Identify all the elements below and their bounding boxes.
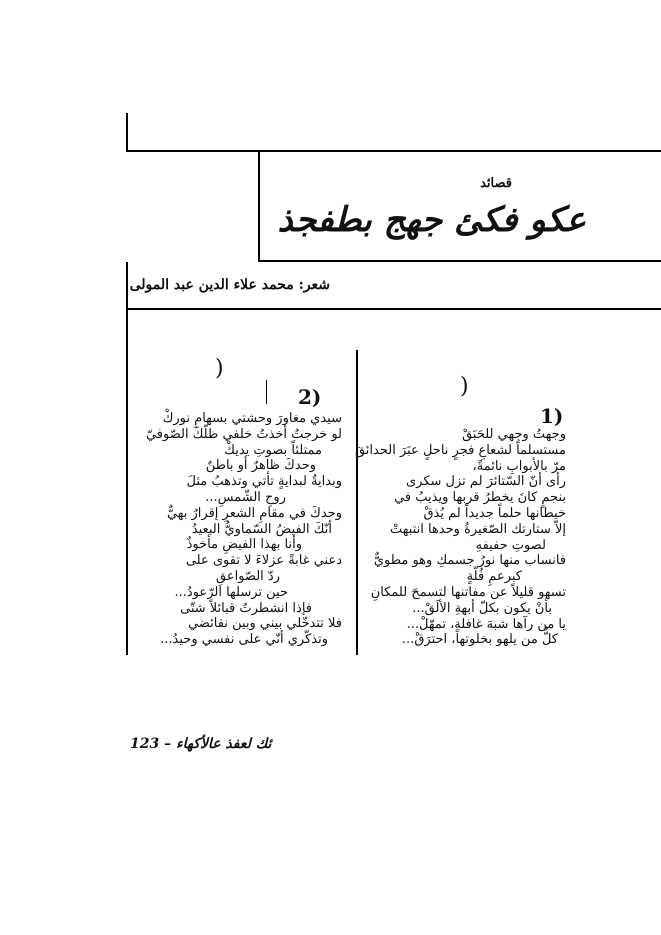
title-box-bottom-rule	[258, 260, 661, 262]
poem-line: إلاّ ستارتك الصّغيرةُ وحدها انتبهتْ	[390, 521, 566, 537]
poem-2-number: 2)	[298, 385, 322, 409]
column-divider-rule	[356, 350, 358, 655]
title-box-left-rule	[258, 150, 260, 262]
poet-bottom-rule	[126, 308, 661, 310]
poem-line: وبدايةٌ لبدايةٍ تأتي وتذهبُ مثلَ	[186, 474, 342, 490]
poem-line: حين ترسلها الرّعودُ...	[174, 584, 288, 600]
body-left-rule	[126, 310, 128, 655]
poem-line: وتذكّري أنّي على نفسي وحيدُ...	[160, 632, 328, 648]
poem-line: فإذا انشطرتُ قبائلاً شتّى	[180, 600, 312, 616]
poem-line: وجهتُ وجهي للحَبَقْ	[462, 427, 566, 442]
poet-credit: شعر: محمد علاء الدين عبد المولى	[129, 277, 330, 293]
poem-line: رأى أنّ السّتائرَ لم تزل سكرى	[406, 474, 566, 490]
poem-line: يا من رآها شبهَ غافلةٍ، تمهّلْ...	[406, 616, 566, 632]
section-label: قصائد	[480, 176, 512, 191]
poem-line: فلا تتدخّلي بيني وبين نقائضي	[188, 616, 342, 632]
poem-1-body	[354, 427, 566, 648]
poem-line: مستسلماً لشعاعِ فجرٍ ناحلٍ عبَرَ الحدائقَ	[354, 442, 566, 458]
poem-line: فانساب منها نورُ جسمكِ وهو مطويٌّ	[373, 553, 566, 569]
footer-dash: –	[164, 736, 172, 752]
poem-line: وحدكَ ظاهرٌ أو باطنٌ	[205, 458, 316, 474]
poem-line: كبرعمِ فُلّةٍ	[466, 569, 522, 585]
page-title: عكو فكئ جهج بطفجذ	[277, 200, 586, 240]
top-left-vertical-rule	[126, 113, 128, 151]
poem-line: أنّكَ الفيضُ السّماويُّ البعيدُ	[191, 521, 332, 537]
poem-line: دعني غابةً عزلاءَ لا تقوى على	[185, 553, 342, 569]
poem2-marker-rule	[266, 380, 267, 404]
poem-1-number: 1)	[540, 404, 564, 428]
poem-line: كلُّ من يلهو بخلوتها، احترَقْ...	[401, 632, 558, 648]
poem-line: ممتلئاً بصوتِ يديكْ	[224, 442, 322, 458]
poem-2-open-paren: )	[215, 356, 224, 381]
poem-line: وأنا بهذا الفيضِ مأخوذٌ	[186, 537, 302, 553]
poem-line: سيدي مغاورَ وحشتي بسهامِ نوركْ	[162, 411, 342, 426]
poem-1-open-paren: )	[460, 374, 469, 399]
poem-line: لصوتِ حفيفهِ	[475, 537, 546, 553]
poem-line: خيطانها حلماً جديداً لم يُذقْ	[423, 505, 566, 521]
page-footer	[130, 736, 300, 752]
poem-line: وحدكَ في مقامِ الشعرِ إقرارٌ بهيٌّ	[166, 505, 342, 521]
top-horizontal-rule	[126, 150, 661, 152]
poem-line: روحِ الشّمسِ...	[205, 489, 286, 505]
poem-line: ردّ الصّواعقِ	[216, 568, 280, 584]
poem-line: بأنْ يكون بكلّ أبهةِ الألَقْ...	[412, 600, 552, 616]
page-number: 123	[130, 736, 160, 752]
poet-left-rule	[126, 262, 128, 310]
poem-line: لو خرجتُ أخذتُ خلفي ظلّكَ الصّوفيّ	[145, 426, 342, 442]
poem-line: بنجمٍ كانَ يخطرُ قربها ويذيبُ في	[394, 490, 566, 506]
poem-line: مرّ بالأبوابِ نائمةً،	[472, 458, 566, 474]
publication-name: ئك لعفذ عالأكهاء	[175, 736, 272, 752]
poem-2-body	[136, 411, 342, 648]
poem-line: تسهو قليلاً عن مفاتنها لتسمحَ للمكانِ	[370, 584, 566, 600]
